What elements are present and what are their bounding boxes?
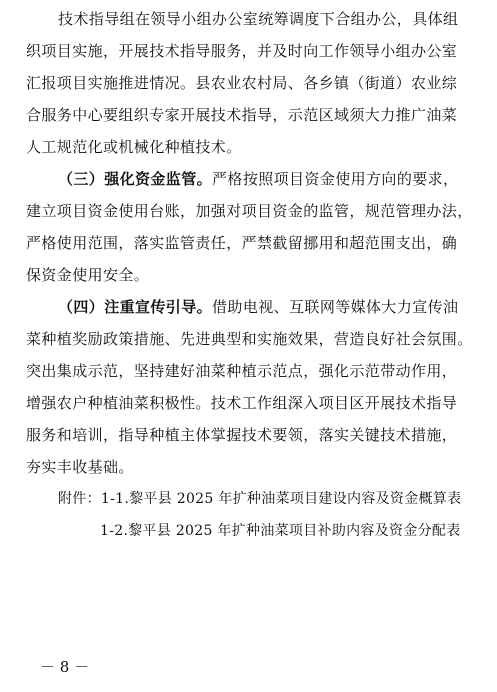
paragraph-1-line-5: 人工规范化或机械化种植技术。: [26, 138, 242, 156]
section-4-line-6: 夯实丰收基础。: [26, 458, 134, 476]
section-4-line-1: 借助电视、互联网等媒体大力宣传油: [212, 298, 459, 316]
section-4-line-4: 增强农户种植油菜积极性。技术工作组深入项目区开展技术指导: [26, 394, 458, 412]
section-4-first-line: [58, 298, 458, 316]
section-4-line-2: 菜种植奖励政策措施、先进典型和实施效果，营造良好社会氛围。: [26, 330, 473, 348]
page-number: － 8 －: [40, 658, 90, 676]
paragraph-1-line-2: 织项目实施，开展技术指导服务，并及时向工作领导小组办公室: [26, 42, 458, 60]
section-3-line-4: 保资金使用安全。: [26, 266, 150, 284]
section-3-first-line: [58, 170, 458, 188]
paragraph-1-line-1: 技术指导组在领导小组办公室统筹调度下合组办公，具体组: [58, 10, 459, 28]
section-4-line-5: 服务和培训，指导种植主体掌握技术要领，落实关键技术措施，: [26, 426, 458, 444]
section-3-line-3: 严格使用范围，落实监管责任，严禁截留挪用和超范围支出，确: [26, 234, 458, 252]
attachment-line-2: 1-2.黎平县 2025 年扩种油菜项目补助内容及资金分配表: [100, 523, 461, 539]
paragraph-1-line-4: 合服务中心要组织专家开展技术指导，示范区域须大力推广油菜: [26, 106, 458, 124]
paragraph-1-line-3: 汇报项目实施推进情况。县农业农村局、各乡镇（街道）农业综: [26, 74, 458, 92]
section-3-line-1: 严格按照项目资金使用方向的要求，: [212, 170, 459, 188]
section-3-heading: （三）强化资金监管。: [58, 170, 213, 188]
section-4-heading: （四）注重宣传引导。: [58, 298, 213, 316]
attachment-line-1: 附件：1-1.黎平县 2025 年扩种油菜项目建设内容及资金概算表: [58, 491, 462, 507]
section-3-line-2: 建立项目资金使用台账，加强对项目资金的监管，规范管理办法，: [26, 202, 473, 220]
section-4-line-3: 突出集成示范，坚持建好油菜种植示范点，强化示范带动作用，: [26, 362, 458, 380]
